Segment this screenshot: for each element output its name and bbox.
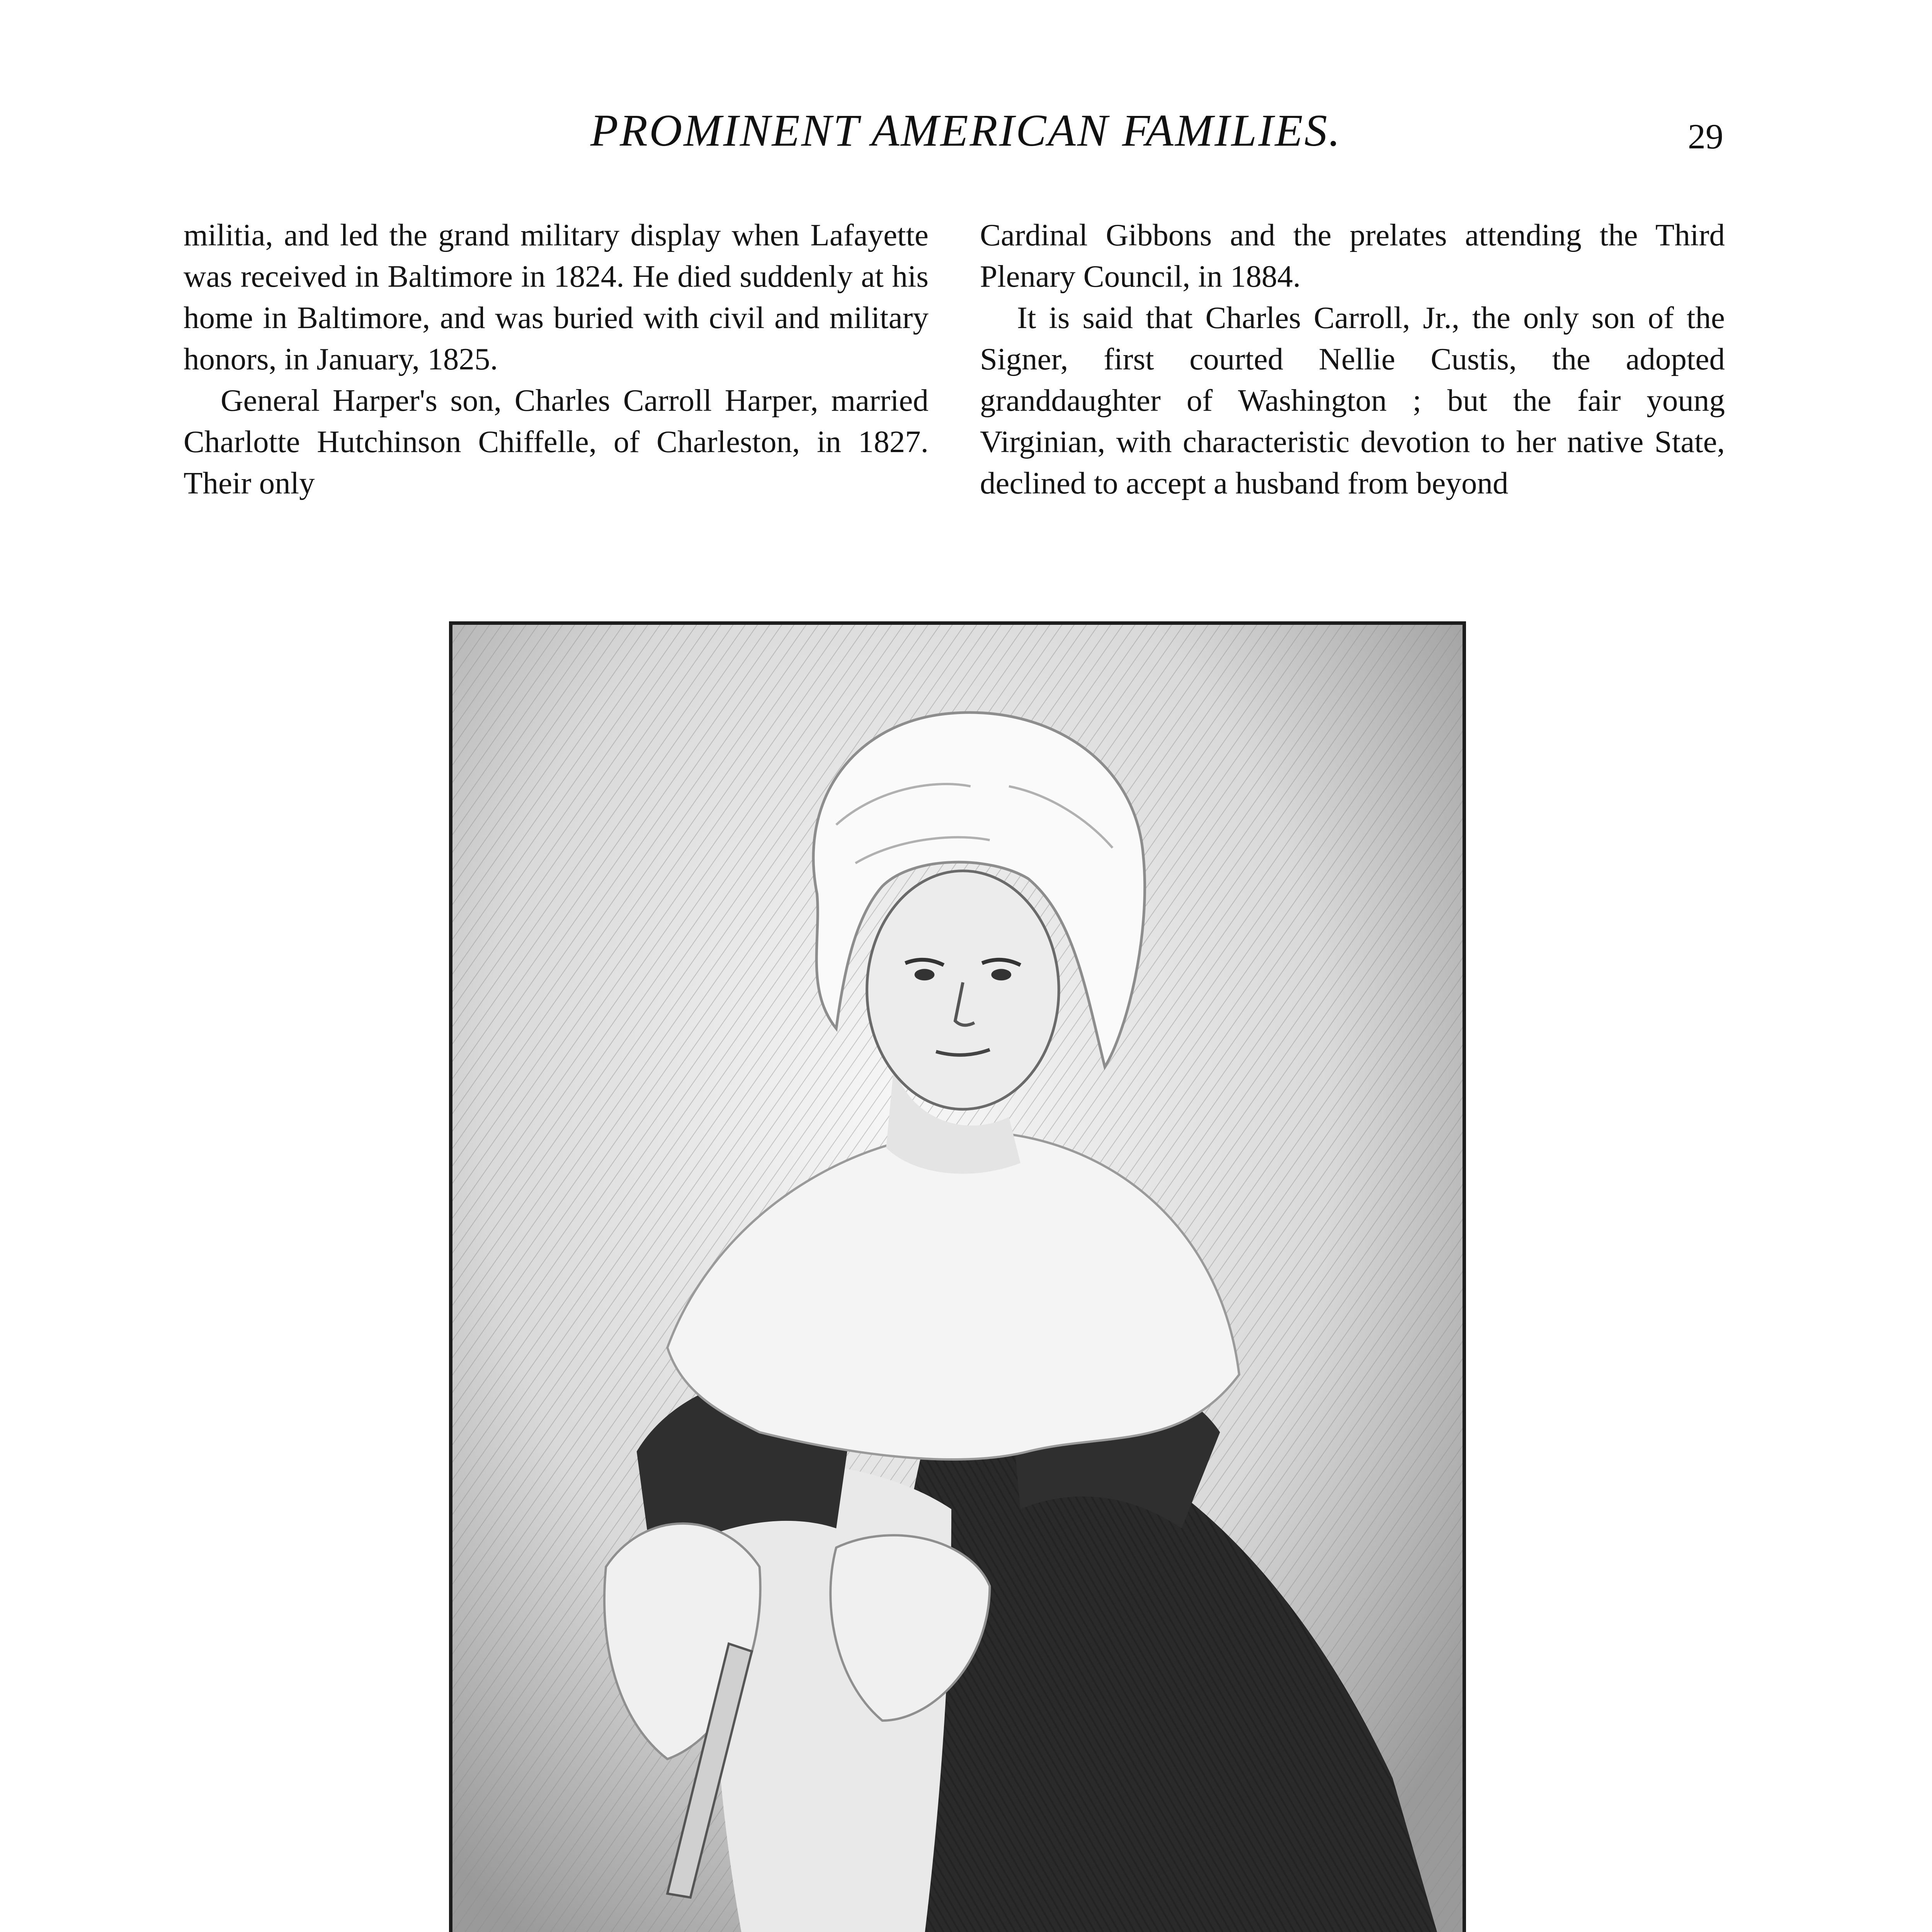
paragraph: militia, and led the grand military display when Lafayette was received in Baltimore in 1824. He died suddenly at his home in Baltimore, and was buried with civil and military honors, in January, 1825. [184,218,929,376]
text-column-right-top [980,214,1725,504]
paragraph: It is said that Charles Carroll, Jr., the only son of the Signer, first courted Nellie Custis, the adopted granddaughter of Washington ; but the fair young Virginian, with characteristic devotion to her native State, declined to accept a husband from beyond [980,300,1725,500]
paragraph: General Harper's son, Charles Carroll Harper, married Charlotte Hutchinson Chiffelle, of Charleston, in 1827. Their only [184,383,929,500]
running-title: PROMINENT AMERICAN FAMILIES. [590,105,1342,156]
portrait-engraving [449,621,1466,1932]
portrait-illustration [452,625,1463,1932]
page-number: 29 [1688,117,1723,156]
text-column-left-top [184,214,929,504]
paragraph: Cardinal Gibbons and the prelates attending the Third Plenary Council, in 1884. [980,218,1725,294]
